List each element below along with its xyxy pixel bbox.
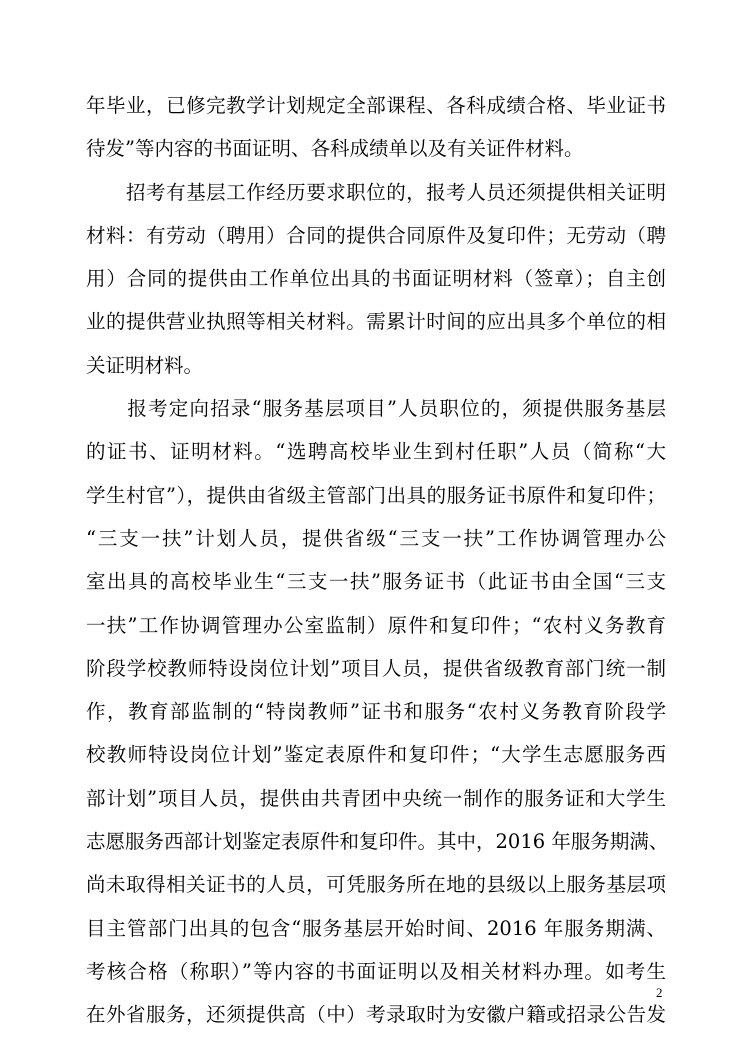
text-line: 招考有基层工作经历要求职位的，报考人员还须提供相关证明 — [86, 180, 666, 204]
text-line: 材料：有劳动（聘用）合同的提供合同原件及复印件；无劳动（聘 — [86, 223, 666, 247]
text-line: 待发”等内容的书面证明、各科成绩单以及有关证件材料。 — [86, 137, 584, 161]
text-line: 关证明材料。 — [86, 353, 204, 377]
text-line: 校教师特设岗位计划”鉴定表原件和复印件；“大学生志愿服务西 — [86, 743, 666, 767]
text-line: 在外省服务，还须提供高（中）考录取时为安徽户籍或招录公告发 — [86, 1003, 666, 1027]
text-line: 业的提供营业执照等相关材料。需累计时间的应出具多个单位的相 — [86, 310, 666, 334]
text-line: 学生村官”），提供由省级主管部门出具的服务证书原件和复印件； — [86, 483, 666, 507]
text-line: “三支一扶”计划人员，提供省级“三支一扶”工作协调管理办公 — [86, 526, 666, 550]
body-text — [86, 84, 669, 1037]
text-line: 志愿服务西部计划鉴定表原件和复印件。其中，2016 年服务期满、 — [86, 830, 669, 854]
text-line: 报考定向招录“服务基层项目”人员职位的，须提供服务基层 — [86, 397, 666, 421]
text-line: 年毕业，已修完教学计划规定全部课程、各科成绩合格、毕业证书 — [86, 94, 666, 117]
text-line: 部计划”项目人员，提供由共青团中央统一制作的服务证和大学生 — [86, 786, 666, 810]
text-line: 目主管部门出具的包含“服务基层开始时间、2016 年服务期满、 — [86, 916, 666, 940]
text-line: 室出具的高校毕业生“三支一扶”服务证书（此证书由全国“三支 — [86, 570, 666, 594]
text-line: 的证书、证明材料。“选聘高校毕业生到村任职”人员（简称“大 — [86, 440, 666, 464]
text-line: 一扶”工作协调管理办公室监制）原件和复印件；“农村义务教育 — [86, 613, 666, 637]
page-number: 2 — [656, 985, 663, 1000]
text-line: 用）合同的提供由工作单位出具的书面证明材料（签章）；自主创 — [86, 267, 666, 291]
text-line: 尚未取得相关证书的人员，可凭服务所在地的县级以上服务基层项 — [86, 873, 666, 897]
text-line: 作，教育部监制的“特岗教师”证书和服务“农村义务教育阶段学 — [86, 700, 666, 724]
text-line: 考核合格（称职）”等内容的书面证明以及相关材料办理。如考生 — [86, 959, 666, 983]
text-line: 阶段学校教师特设岗位计划”项目人员，提供省级教育部门统一制 — [86, 656, 666, 680]
